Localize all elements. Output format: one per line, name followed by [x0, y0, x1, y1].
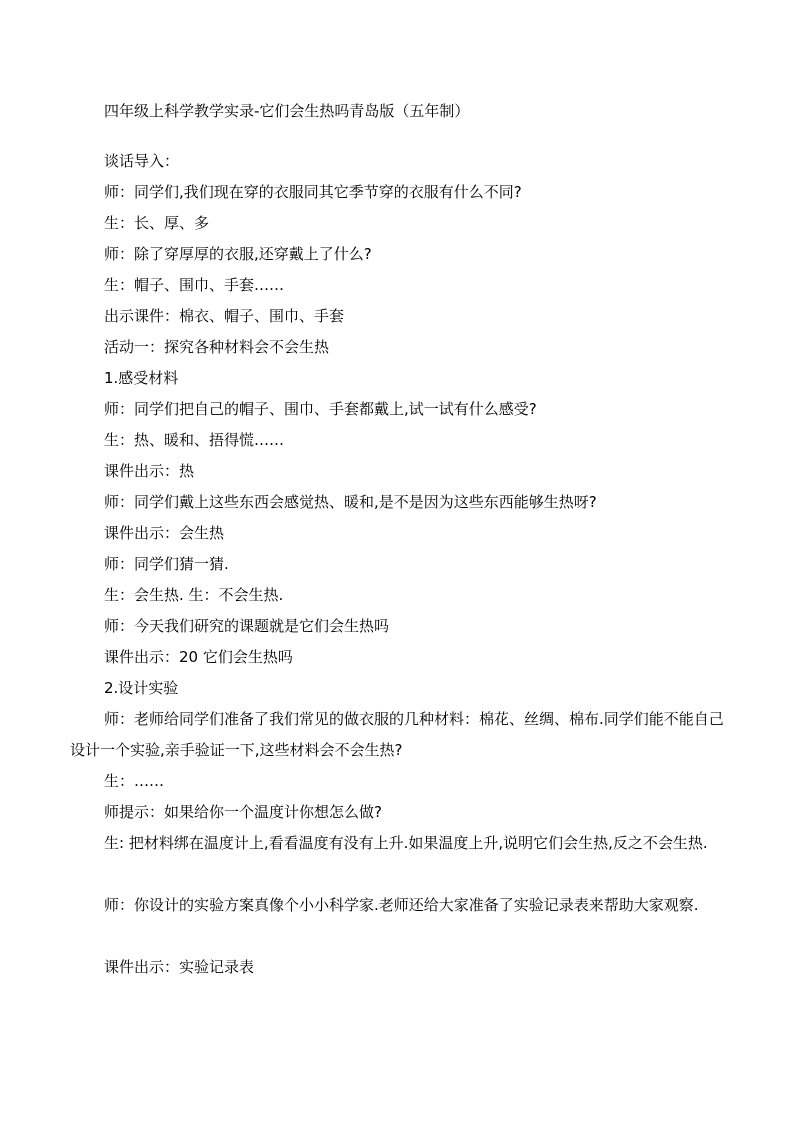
paragraph-teacher-praise: 师：你设计的实验方案真像个小小科学家.老师还给大家准备了实验记录表来帮助大家观察. — [104, 896, 699, 914]
document-title: 四年级上科学教学实录-它们会生热吗青岛版（五年制） — [104, 102, 470, 120]
line: 师：除了穿厚厚的衣服,还穿戴上了什么? — [104, 245, 372, 263]
paragraph-student-plan: 生: 把材料绑在温度计上,看看温度有没有上升.如果温度上升,说明它们会生热,反之不会生热. — [104, 834, 708, 852]
line: 生：会生热. 生：不会生热. — [104, 586, 284, 604]
paragraph-materials: 师：老师给同学们准备了我们常见的做衣服的几种材料：棉花、丝绸、棉布.同学们能不能自己设计一个实验,亲手验证一下,这些材料会不会生热? — [70, 710, 724, 759]
line: 课件出示：会生热 — [104, 524, 225, 542]
line-subheading: 1.感受材料 — [104, 369, 179, 387]
line: 师：今天我们研究的课题就是它们会生热吗 — [104, 617, 390, 635]
line: 生：热、暖和、捂得慌…… — [104, 431, 285, 449]
line-intro: 谈话导入： — [104, 152, 180, 170]
line-teacher-hint: 师提示：如果给你一个温度计你想怎么做? — [104, 803, 382, 821]
line: 师：同学们戴上这些东西会感觉热、暖和,是不是因为这些东西能够生热呀? — [104, 493, 597, 511]
line-courseware-table: 课件出示：实验记录表 — [104, 958, 255, 976]
line: 课件出示：20 它们会生热吗 — [104, 648, 293, 666]
lines-block — [104, 146, 724, 704]
line: 课件出示：热 — [104, 462, 195, 480]
line-activity-heading: 活动一：探究各种材料会不会生热 — [104, 338, 330, 356]
line-subheading: 2.设计实验 — [104, 679, 179, 697]
line: 出示课件：棉衣、帽子、围巾、手套 — [104, 307, 345, 325]
line: 师：同学们把自己的帽子、围巾、手套都戴上,试一试有什么感受? — [104, 400, 537, 418]
line: 师：同学们猜一猜. — [104, 555, 229, 573]
line-student-reply: 生：…… — [104, 772, 165, 790]
line: 生：长、厚、多 — [104, 214, 210, 232]
line: 生：帽子、围巾、手套…… — [104, 276, 285, 294]
line: 师：同学们,我们现在穿的衣服同其它季节穿的衣服有什么不同? — [104, 183, 522, 201]
